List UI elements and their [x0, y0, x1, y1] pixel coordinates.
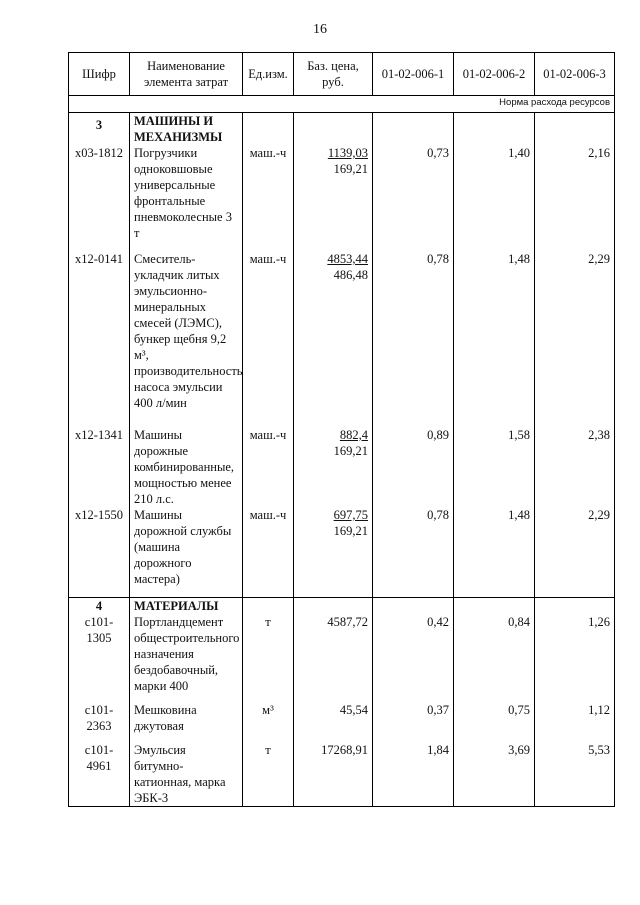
price-main: 697,75: [333, 508, 368, 522]
resource-code: х12-1550: [69, 507, 130, 597]
header-code: Шифр: [69, 53, 130, 96]
price-sub: 169,21: [333, 524, 368, 538]
norm-value-1: 1,84: [373, 742, 454, 807]
norm-value-1: 0,78: [373, 251, 454, 427]
norm-value-2: 1,40: [454, 145, 535, 251]
resource-unit: т: [243, 614, 294, 702]
resource-code: с101-4961: [69, 742, 130, 807]
resource-unit: маш.-ч: [243, 145, 294, 251]
norm-label: Норма расхода ресурсов: [69, 96, 615, 113]
resource-name: Машины дорожные комбинированные, мощностью менее 210 л.с.: [130, 427, 243, 507]
price-main: 1139,03: [327, 146, 368, 160]
price-sub: 486,48: [333, 268, 368, 282]
resource-price: 4587,72: [294, 614, 373, 702]
resource-name: Мешковина джутовая: [130, 702, 243, 742]
resource-name: Эмульсия битумно-катионная, марка ЭБК-3: [130, 742, 243, 807]
header-row: [69, 53, 615, 96]
header-col3: 01-02-006-3: [535, 53, 615, 96]
resource-norm-table: [68, 52, 615, 807]
price-main: 4853,44: [327, 252, 368, 266]
section-title: МАШИНЫ И МЕХАНИЗМЫ: [130, 113, 243, 146]
resource-unit: т: [243, 742, 294, 807]
section-header-row: [69, 113, 615, 146]
section-title: МАТЕРИАЛЫ: [130, 597, 243, 614]
resource-unit: маш.-ч: [243, 251, 294, 427]
resource-price: [294, 145, 373, 251]
section-number: 4: [69, 597, 130, 614]
resource-code: х03-1812: [69, 145, 130, 251]
norm-value-3: 2,29: [535, 507, 615, 597]
section-number: 3: [69, 113, 130, 146]
header-unit: Ед.изм.: [243, 53, 294, 96]
resource-code: х12-1341: [69, 427, 130, 507]
table-row: [69, 145, 615, 251]
norm-value-3: 5,53: [535, 742, 615, 807]
price-main: 882,4: [339, 428, 368, 442]
norm-value-1: 0,73: [373, 145, 454, 251]
resource-code: х12-0141: [69, 251, 130, 427]
header-price: Баз. цена, руб.: [294, 53, 373, 96]
resource-price: [294, 507, 373, 597]
norm-value-3: 2,38: [535, 427, 615, 507]
norm-value-3: 1,12: [535, 702, 615, 742]
norm-value-3: 1,26: [535, 614, 615, 702]
table-row: [69, 507, 615, 597]
norm-value-2: 1,58: [454, 427, 535, 507]
price-sub: 169,21: [333, 162, 368, 176]
resource-name: Погрузчики одноковшовые универсальные фронтальные пневмоколесные 3 т: [130, 145, 243, 251]
norm-value-2: 0,75: [454, 702, 535, 742]
resource-name: Смеситель-укладчик литых эмульсионно-минеральных смесей (ЛЭМС), бункер щебня 9,2 м³, производительность насоса эмульсии 400 л/мин: [130, 251, 243, 427]
norm-value-2: 0,84: [454, 614, 535, 702]
resource-name: Машины дорожной службы (машина дорожного мастера): [130, 507, 243, 597]
resource-name: Портландцемент общестроительного назначения бездобавочный, марки 400: [130, 614, 243, 702]
norm-value-3: 2,16: [535, 145, 615, 251]
section-header-row: [69, 597, 615, 614]
table-row: [69, 702, 615, 742]
resource-code: с101-2363: [69, 702, 130, 742]
header-col1: 01-02-006-1: [373, 53, 454, 96]
resource-unit: маш.-ч: [243, 507, 294, 597]
resource-unit: маш.-ч: [243, 427, 294, 507]
table-row: [69, 427, 615, 507]
norm-value-1: 0,37: [373, 702, 454, 742]
norm-value-3: 2,29: [535, 251, 615, 427]
page-number: 16: [313, 22, 327, 37]
resource-price: [294, 251, 373, 427]
resource-code: с101-1305: [69, 614, 130, 702]
price-sub: 169,21: [333, 444, 368, 458]
norm-value-2: 3,69: [454, 742, 535, 807]
header-name: Наименование элемента затрат: [130, 53, 243, 96]
header-col2: 01-02-006-2: [454, 53, 535, 96]
norm-value-2: 1,48: [454, 507, 535, 597]
norm-label-row: [69, 96, 615, 113]
norm-value-2: 1,48: [454, 251, 535, 427]
resource-price: 45,54: [294, 702, 373, 742]
resource-price: 17268,91: [294, 742, 373, 807]
table-row: [69, 251, 615, 427]
resource-price: [294, 427, 373, 507]
norm-value-1: 0,42: [373, 614, 454, 702]
norm-value-1: 0,89: [373, 427, 454, 507]
resource-unit: м³: [243, 702, 294, 742]
table-row: [69, 742, 615, 807]
norm-value-1: 0,78: [373, 507, 454, 597]
table-row: [69, 614, 615, 702]
